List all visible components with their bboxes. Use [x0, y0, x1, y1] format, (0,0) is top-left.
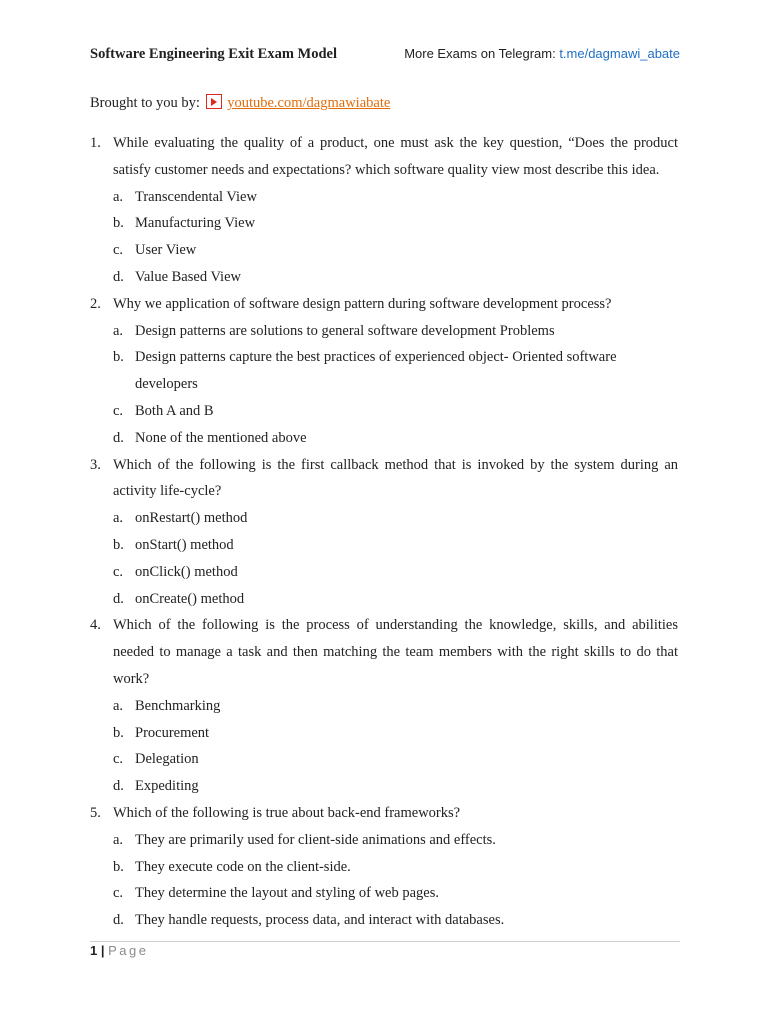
- question-text: Which of the following is the first callback method that is invoked by the system during an activity life-cycle?: [113, 456, 678, 500]
- youtube-link[interactable]: youtube.com/dagmawiabate: [227, 95, 391, 111]
- option-text: They handle requests, process data, and interact with databases.: [135, 912, 505, 929]
- answer-option: [90, 210, 678, 237]
- answer-option: [90, 184, 678, 211]
- option-letter: a.: [113, 188, 124, 205]
- answer-option: [90, 773, 678, 800]
- question-3: [90, 452, 678, 613]
- question-stem: [90, 130, 678, 184]
- answer-option: [90, 425, 678, 452]
- option-letter: c.: [113, 885, 124, 902]
- question-2: [90, 291, 678, 452]
- option-letter: d.: [113, 590, 124, 607]
- answer-option: [90, 907, 678, 934]
- option-text: Procurement: [135, 724, 210, 741]
- document-title: Software Engineering Exit Exam Model: [90, 46, 338, 62]
- option-letter: d.: [113, 778, 124, 795]
- answer-option: [90, 264, 678, 291]
- answer-option: [90, 559, 678, 586]
- question-number: 5.: [90, 804, 101, 821]
- telegram-note: [404, 46, 680, 61]
- option-text: Benchmarking: [135, 697, 221, 714]
- answer-option: [90, 746, 678, 773]
- question-text: While evaluating the quality of a product, one must ask the key question, “Does the product satisfy customer needs and expectations? which software quality view most describe this idea.: [113, 135, 678, 178]
- option-letter: c.: [113, 402, 124, 419]
- option-letter: d.: [113, 429, 124, 446]
- telegram-link[interactable]: t.me/dagmawi_abate: [559, 46, 680, 61]
- option-text: Expediting: [135, 778, 199, 795]
- answer-option: [90, 827, 678, 854]
- option-text: Delegation: [135, 751, 199, 768]
- question-stem: [90, 800, 678, 827]
- brought-to-you-line: [90, 94, 390, 112]
- option-text: Design patterns are solutions to general software development Problems: [135, 322, 555, 339]
- question-stem: [90, 291, 678, 318]
- option-text: Both A and B: [135, 402, 214, 419]
- question-5: [90, 800, 678, 934]
- question-1: [90, 130, 678, 291]
- question-4: [90, 612, 678, 800]
- question-text: Which of the following is the process of understanding the knowledge, skills, and abilities needed to manage a task and then matching the team members with the right skills to do that work?: [113, 617, 678, 687]
- option-letter: c.: [113, 563, 124, 580]
- question-stem: [90, 612, 678, 692]
- footer-separator: |: [100, 943, 105, 958]
- option-text: onCreate() method: [135, 590, 245, 607]
- option-text: They execute code on the client-side.: [135, 858, 351, 875]
- page-label: Page: [108, 943, 149, 958]
- option-text: onStart() method: [135, 536, 234, 553]
- option-text: Value Based View: [135, 268, 241, 285]
- option-text: None of the mentioned above: [135, 429, 307, 446]
- question-number: 2.: [90, 295, 101, 312]
- option-text: onRestart() method: [135, 510, 248, 527]
- question-stem: [90, 452, 678, 506]
- question-text: Why we application of software design pattern during software development process?: [113, 295, 612, 312]
- page-number: 1: [90, 943, 98, 958]
- answer-option: [90, 318, 678, 345]
- option-text: Manufacturing View: [135, 215, 256, 232]
- option-letter: b.: [113, 724, 124, 741]
- option-text: User View: [135, 242, 197, 259]
- option-letter: a.: [113, 831, 124, 848]
- answer-option: [90, 398, 678, 425]
- answer-option: [90, 505, 678, 532]
- option-text: They determine the layout and styling of web pages.: [135, 885, 440, 902]
- footer-divider: [90, 941, 680, 942]
- option-letter: b.: [113, 215, 124, 232]
- answer-option: [90, 344, 678, 398]
- answer-option: [90, 532, 678, 559]
- option-letter: a.: [113, 697, 124, 714]
- option-letter: c.: [113, 242, 124, 259]
- option-letter: a.: [113, 322, 124, 339]
- option-letter: d.: [113, 268, 124, 285]
- answer-option: [90, 880, 678, 907]
- option-text: Transcendental View: [135, 188, 257, 205]
- question-text: Which of the following is true about back-end frameworks?: [113, 804, 461, 821]
- option-letter: d.: [113, 912, 124, 929]
- question-number: 1.: [90, 135, 101, 151]
- option-text: They are primarily used for client-side animations and effects.: [135, 831, 496, 848]
- option-letter: b.: [113, 349, 124, 366]
- option-text: onClick() method: [135, 563, 238, 580]
- answer-option: [90, 586, 678, 613]
- answer-option: [90, 693, 678, 720]
- question-number: 3.: [90, 456, 101, 473]
- answer-option: [90, 720, 678, 747]
- option-letter: b.: [113, 536, 124, 553]
- answer-option: [90, 854, 678, 881]
- page-header: [90, 46, 680, 66]
- option-letter: b.: [113, 858, 124, 875]
- youtube-icon: [206, 94, 222, 109]
- question-list: [90, 130, 678, 934]
- option-letter: a.: [113, 510, 124, 527]
- option-letter: c.: [113, 751, 124, 768]
- question-number: 4.: [90, 617, 101, 634]
- telegram-label: More Exams on Telegram:: [404, 46, 560, 61]
- answer-option: [90, 237, 678, 264]
- brought-label: Brought to you by:: [90, 95, 200, 111]
- option-text: Design patterns capture the best practices of experienced object- Oriented software developers: [135, 349, 617, 393]
- page-footer: [90, 943, 149, 958]
